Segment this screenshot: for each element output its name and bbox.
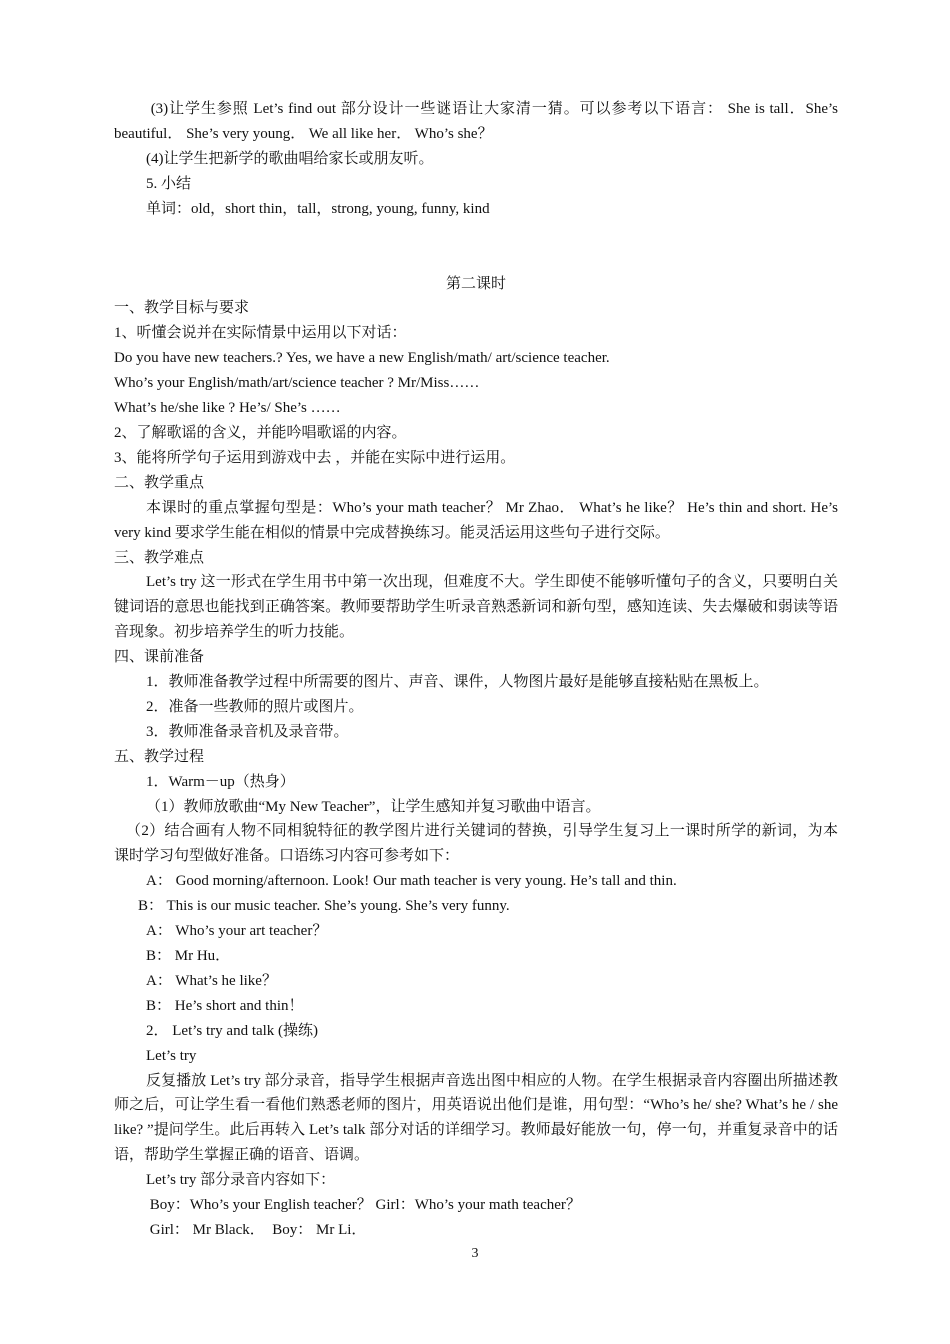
dialog-line-b3: B： He’s short and thin！ — [146, 997, 304, 1014]
section-heading-preparation: 四、课前准备 — [114, 649, 205, 666]
recording-intro: Let’s try 部分录音内容如下： — [146, 1172, 336, 1189]
goal-item-2: 2、了解歌谣的含义，并能吟唱歌谣的内容。 — [114, 424, 407, 441]
dialog-line-b1: B： This is our music teacher. She’s young. She’s very funny. — [138, 898, 510, 915]
section-heading-goals: 一、教学目标与要求 — [114, 300, 250, 317]
spacer — [114, 222, 838, 272]
recording-line-1: Boy：Who’s your English teacher？ Girl：Who’s your math teacher？ — [146, 1197, 581, 1214]
lets-try-heading: Let’s try — [146, 1047, 197, 1064]
section-heading-key-points: 二、教学重点 — [114, 474, 205, 491]
goal-item-3: 3、能将所学句子运用到游戏中去 ，并能在实际中进行运用。 — [114, 449, 516, 466]
goal-dialog-1: Do you have new teachers.? Yes, we have a new English/math/ art/science teacher. — [114, 350, 610, 367]
page-number: 3 — [471, 1246, 479, 1261]
paragraph-riddles: (3)让学生参照 Let’s find out 部分设计一些谜语让大家清一猜。可以参考以下语言： She is tall．She’s beautiful． She’s very young． We all like her． Who’s she？ — [114, 101, 842, 142]
goal-item-1: 1、听懂会说并在实际情景中运用以下对话： — [114, 325, 407, 342]
process-sub-2: （2）结合画有人物不同相貌特征的教学图片进行关键词的替换，引导学生复习上一课时所学的新词，为本课时学习句型做好准备。口语练习内容可参考如下： — [114, 823, 838, 865]
section-heading-difficulties: 三、教学难点 — [114, 549, 205, 566]
dialog-line-a2: A： Who’s your art teacher？ — [146, 923, 328, 940]
summary-words: 单词：old，short thin，tall，strong, young, funny, kind — [146, 200, 490, 217]
paragraph-sing-song: (4)让学生把新学的歌曲唱给家长或朋友听。 — [146, 150, 434, 167]
document-body — [114, 97, 842, 1243]
difficulties-text: Let’s try 这一形式在学生用书中第一次出现，但难度不大。学生即使不能够听懂句子的含义，只要明白关键词语的意思也能找到正确答案。教师要帮助学生听录音熟悉新词和新句型，感知连读、失去爆破和弱读等语音现象。初步培养学生的听力技能。 — [114, 574, 838, 641]
goal-dialog-3: What’s he/she like ? He’s/ She’s …… — [114, 400, 341, 417]
lets-try-paragraph: 反复播放 Let’s try 部分录音，指导学生根据声音选出图中相应的人物。在学生根据录音内容圈出所描述教师之后，可让学生看一看他们熟悉老师的图片，用英语说出他们是谁，用句型：“Who’s he/ she? What’s he / she like? ”提问学生。此后再转入 Let’s talk 部分对话的详细学习。教师最好能放一句，停一句，并重复录音中的话语，帮助学生掌握正确的语音、语调。 — [114, 1072, 842, 1164]
process-step-2: 2． Let’s try and talk (操练) — [146, 1022, 319, 1039]
section-heading-process: 五、教学过程 — [114, 748, 205, 765]
preparation-item-2: 2．准备一些教师的照片或图片。 — [146, 698, 364, 715]
preparation-item-3: 3．教师准备录音机及录音带。 — [146, 723, 349, 740]
recording-line-2: Girl： Mr Black． Boy： Mr Li． — [146, 1221, 367, 1238]
process-step-1: 1．Warm－up（热身） — [146, 773, 295, 790]
dialog-line-b2: B： Mr Hu． — [146, 948, 231, 964]
dialog-line-a3: A： What’s he like？ — [146, 972, 277, 989]
goal-dialog-2: Who’s your English/math/art/science teacher ? Mr/Miss…… — [114, 375, 480, 392]
preparation-item-1: 1．教师准备教学过程中所需要的图片、声音、课件，人物图片最好是能够直接粘贴在黑板上。 — [146, 674, 769, 691]
process-sub-1: （1）教师放歌曲“My New Teacher”，让学生感知并复习歌曲中语言。 — [146, 798, 601, 815]
dialog-line-a1: A： Good morning/afternoon. Look! Our math teacher is very young. He’s tall and thin. — [146, 873, 677, 890]
lesson-title: 第二课时 — [445, 275, 506, 292]
summary-heading: 5. 小结 — [146, 175, 192, 192]
key-points-text: 本课时的重点掌握句型是：Who’s your math teacher？ Mr Zhao． What’s he like？ He’s thin and short. He’s very kind 要求学生能在相似的情景中完成替换练习。能灵活运用这些句子进行交际。 — [114, 499, 842, 541]
